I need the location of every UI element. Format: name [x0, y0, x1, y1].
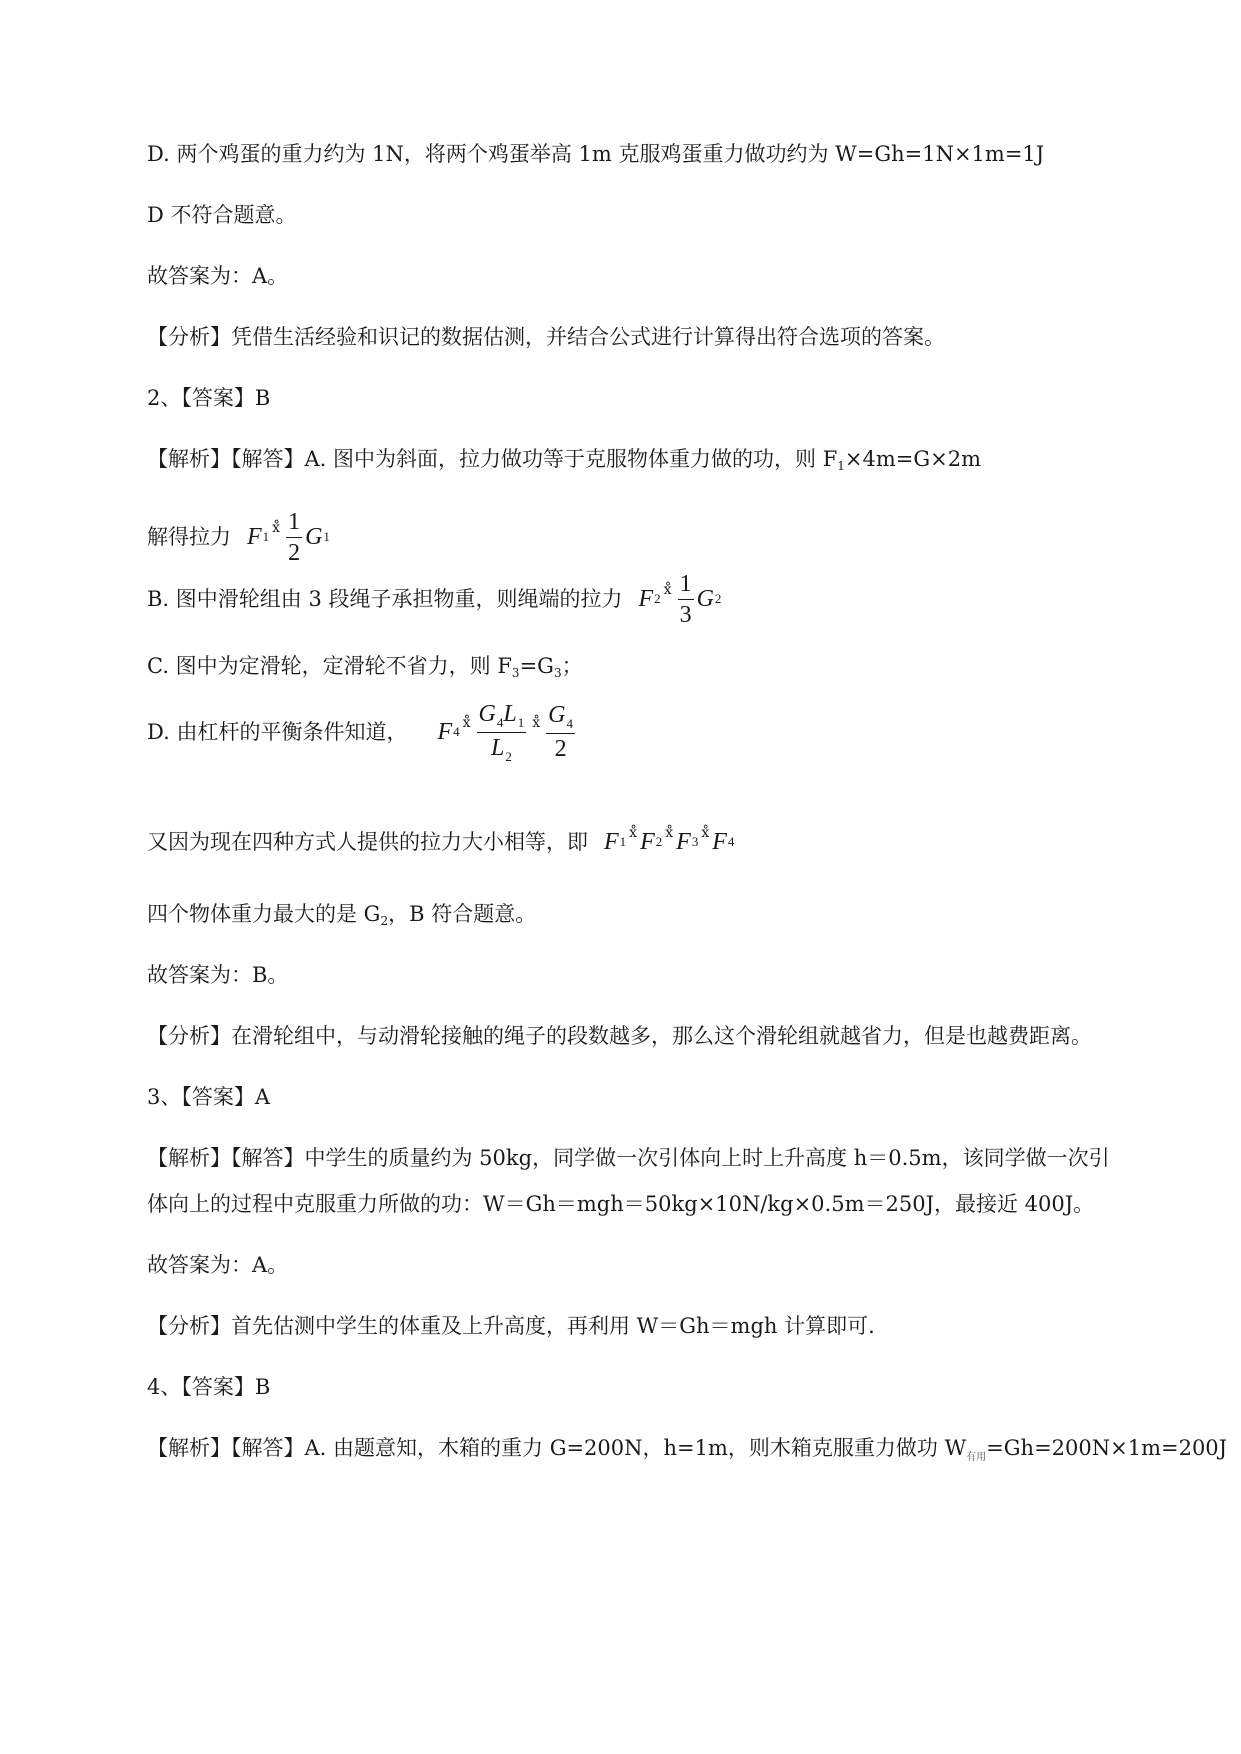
formula-f2: F 2 ⅹ̊ $\frac{1}{3}$ G 2 — [638, 570, 722, 628]
formula-f1: F 1 ⅹ̊ $\frac{1}{2}$ G 1 — [247, 508, 330, 566]
analysis-line: 【分析】首先估测中学生的体重及上升高度，再利用 W＝Gh＝mgh 计算即可. — [147, 1314, 875, 1338]
formula-equal-forces: F 1 ⅹ̊ F 2 ⅹ̊ F 3 ⅹ̊ F 4 — [604, 826, 735, 855]
answer-heading: 3、【答案】A — [147, 1085, 271, 1109]
formula-f4: F 4 ⅹ̊ $\frac{G_4L_1}{L_2}$ ⅹ̊ $\frac{G_4}{2}$ — [437, 700, 573, 764]
solution-line: 【解析】【解答】A. 图中为斜面，拉力做功等于克服物体重力做的功，则 $F_1\times 4m=G\times 2m$ — [147, 447, 982, 473]
text-line: 故答案为：B。 — [147, 963, 289, 987]
answer-heading: 4、【答案】B — [147, 1375, 271, 1399]
solution-line: 【解析】【解答】A. 由题意知，木箱的重力 G=200N，h=1m，则木箱克服重力做功 $W_{有用}=Gh=200N\times 1m=200J$ — [147, 1436, 1228, 1463]
formula-line-eq: 又因为现在四种方式人提供的拉力大小相等，即 F 1 ⅹ̊ F 2 ⅹ̊ F 3 ⅹ̊ F 4 — [147, 826, 735, 855]
solution-line: 【解析】【解答】中学生的质量约为 50kg，同学做一次引体向上时上升高度 h＝0.5m，该同学做一次引 — [147, 1146, 1110, 1170]
text-line: 四个物体重力最大的是 $G_2$，B 符合题意。 — [147, 902, 537, 928]
analysis-line: 【分析】凭借生活经验和识记的数据估测，并结合公式进行计算得出符合选项的答案。 — [147, 325, 945, 349]
solution-line: 体向上的过程中克服重力所做的功：W＝Gh＝mgh＝50kg×10N/kg×0.5m＝250J，最接近 400J。 — [147, 1192, 1095, 1216]
formula-line-f1: 解得拉力 F 1 ⅹ̊ $\frac{1}{2}$ G 1 — [147, 508, 330, 566]
formula-line-f2: B. 图中滑轮组由 3 段绳子承担物重，则绳端的拉力 F 2 ⅹ̊ $\frac{1}{3}$ G 2 — [147, 570, 722, 628]
answer-heading: 2、【答案】B — [147, 386, 271, 410]
analysis-line: 【分析】在滑轮组中，与动滑轮接触的绳子的段数越多，那么这个滑轮组就越省力，但是也越费距离。 — [147, 1024, 1092, 1048]
text-line: D. 两个鸡蛋的重力约为 1N，将两个鸡蛋举高 1m 克服鸡蛋重力做功约为 W=Gh=1N×1m=1J — [147, 142, 1045, 166]
text-line: 故答案为：A。 — [147, 264, 289, 288]
formula-line-f4: D. 由杠杆的平衡条件知道， F 4 ⅹ̊ $\frac{G_4L_1}{L_2}$ ⅹ̊ $\frac{G_4}{2}$ — [147, 702, 1181, 762]
text-line: 故答案为：A。 — [147, 1253, 289, 1277]
text-line: D 不符合题意。 — [147, 203, 297, 227]
solution-line: C. 图中为定滑轮，定滑轮不省力，则 $F_3=G_3$； — [147, 654, 583, 680]
